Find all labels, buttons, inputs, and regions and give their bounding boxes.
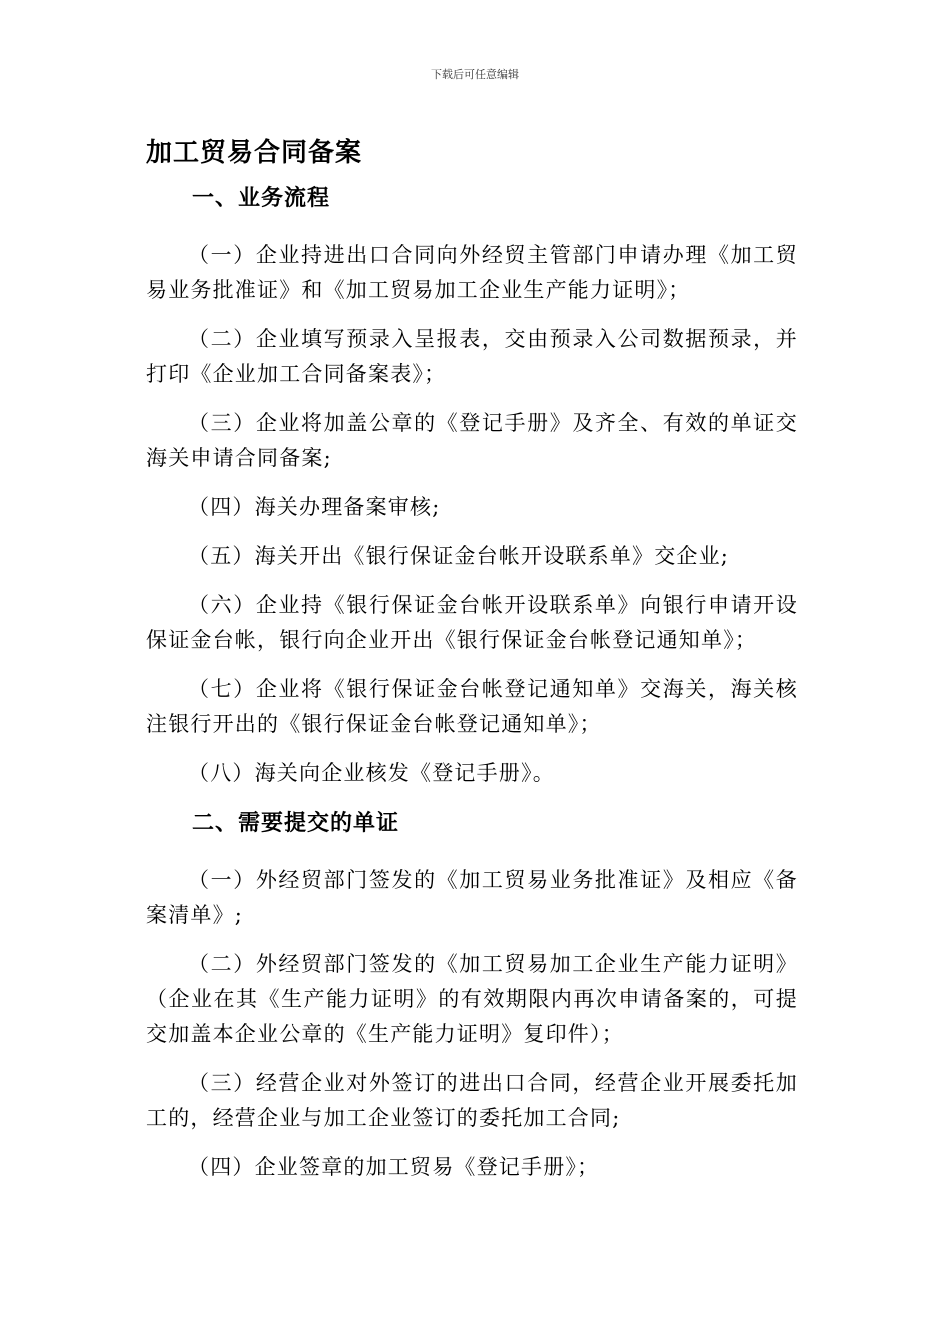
paragraph: （六）企业持《银行保证金台帐开设联系单》向银行申请开设保证金台帐，银行向企业开出《银行保证金台帐登记通知单》； bbox=[146, 593, 798, 652]
paragraph: （三）经营企业对外签订的进出口合同，经营企业开展委托加工的，经营企业与加工企业签订的委托加工合同; bbox=[146, 1071, 798, 1130]
document-body bbox=[146, 180, 798, 1199]
paragraph: （四）海关办理备案审核; bbox=[188, 495, 441, 519]
section-required-documents bbox=[146, 805, 798, 1185]
paragraph: （七）企业将《银行保证金台帐登记通知单》交海关，海关核注银行开出的《银行保证金台帐登记通知单》； bbox=[146, 677, 798, 736]
paragraph: （一）企业持进出口合同向外经贸主管部门申请办理《加工贸易业务批准证》和《加工贸易加工企业生产能力证明》； bbox=[146, 243, 798, 302]
section-heading: 一、业务流程 bbox=[192, 186, 331, 211]
paragraph: （四）企业签章的加工贸易《登记手册》； bbox=[188, 1155, 600, 1179]
section-heading: 二、需要提交的单证 bbox=[192, 811, 400, 836]
paragraph: （一）外经贸部门签发的《加工贸易业务批准证》及相应《备案清单》; bbox=[146, 868, 798, 927]
document-title: 加工贸易合同备案 bbox=[146, 138, 363, 168]
paragraph: （二）外经贸部门签发的《加工贸易加工企业生产能力证明》（企业在其《生产能力证明》的有效期限内再次申请备案的，可提交加盖本企业公章的《生产能力证明》复印件）； bbox=[146, 952, 798, 1046]
page-header-note: 下载后可任意编辑 bbox=[431, 68, 519, 81]
section-business-process bbox=[146, 180, 798, 791]
paragraph: （二）企业填写预录入呈报表，交由预录入公司数据预录，并打印《企业加工合同备案表》； bbox=[146, 327, 798, 386]
paragraph: （三）企业将加盖公章的《登记手册》及齐全、有效的单证交海关申请合同备案; bbox=[146, 411, 798, 470]
paragraph: （五）海关开出《银行保证金台帐开设联系单》交企业; bbox=[188, 544, 730, 568]
paragraph: （八）海关向企业核发《登记手册》。 bbox=[188, 761, 555, 785]
